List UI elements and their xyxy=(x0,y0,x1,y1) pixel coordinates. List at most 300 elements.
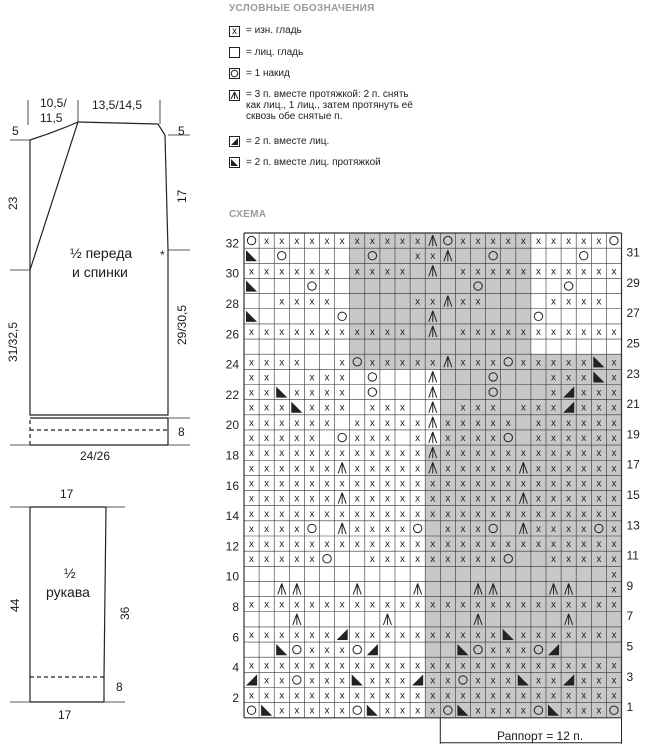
purl-cell: x xyxy=(279,266,285,278)
purl-cell: x xyxy=(369,236,375,248)
purl-cell: x xyxy=(490,705,496,717)
purl-cell: x xyxy=(460,266,466,278)
purl-cell: x xyxy=(324,296,330,308)
purl-cell: x xyxy=(384,705,390,717)
purl-cell: x xyxy=(460,326,466,338)
purl-cell: x xyxy=(249,508,255,520)
purl-cell: x xyxy=(294,705,300,717)
purl-cell: x xyxy=(490,402,496,414)
purl-cell: x xyxy=(400,690,406,702)
purl-cell: x xyxy=(415,629,421,641)
purl-cell: x xyxy=(490,266,496,278)
left-shoulder-height: 5 xyxy=(12,124,19,138)
left-armhole-height: 23 xyxy=(6,196,20,210)
purl-cell: x xyxy=(460,433,466,445)
legend-item-knit: = лиц. гладь xyxy=(246,47,304,58)
purl-cell: x xyxy=(354,266,360,278)
purl-cell: x xyxy=(339,599,345,611)
purl-cell: x xyxy=(566,478,572,490)
purl-cell: x xyxy=(324,539,330,551)
purl-cell: x xyxy=(581,387,587,399)
purl-cell: x xyxy=(535,523,541,535)
legend-title: УСЛОВНЫЕ ОБОЗНАЧЕНИЯ xyxy=(229,3,375,14)
right-side-height: 29/30,5 xyxy=(175,304,189,345)
purl-cell: x xyxy=(581,402,587,414)
purl-cell: x xyxy=(430,629,436,641)
yarn-over-cell xyxy=(247,236,255,244)
row-label-right: 17 xyxy=(626,457,640,472)
purl-cell: x xyxy=(505,508,511,520)
purl-cell: x xyxy=(505,326,511,338)
purl-cell: x xyxy=(369,402,375,414)
purl-cell: x xyxy=(309,266,315,278)
row-label-left: 10 xyxy=(225,569,239,584)
yarn-over-cell xyxy=(368,373,376,381)
purl-cell: x xyxy=(551,660,557,672)
purl-cell: x xyxy=(309,478,315,490)
purl-cell: x xyxy=(581,296,587,308)
purl-cell: x xyxy=(384,463,390,475)
purl-cell: x xyxy=(535,539,541,551)
purl-cell: x xyxy=(279,357,285,369)
sleeve-top-width: 17 xyxy=(60,487,74,501)
row-label-right: 21 xyxy=(626,397,640,412)
purl-cell: x xyxy=(384,402,390,414)
purl-cell: x xyxy=(324,629,330,641)
purl-cell: x xyxy=(520,645,526,657)
purl-cell: x xyxy=(445,417,451,429)
bottom-width: 24/26 xyxy=(80,449,111,463)
purl-cell: x xyxy=(400,675,406,687)
purl-cell: x xyxy=(566,296,572,308)
purl-cell: x xyxy=(264,463,270,475)
purl-cell: x xyxy=(384,236,390,248)
purl-cell: x xyxy=(369,493,375,505)
yarn-over-cell xyxy=(247,706,255,714)
purl-cell: x xyxy=(309,417,315,429)
purl-cell: x xyxy=(264,448,270,460)
purl-cell: x xyxy=(566,554,572,566)
purl-cell: x xyxy=(249,660,255,672)
purl-cell: x xyxy=(611,690,617,702)
purl-cell: x xyxy=(354,326,360,338)
body-title-line1: ½ переда xyxy=(70,245,133,261)
purl-cell: x xyxy=(415,705,421,717)
purl-cell: x xyxy=(475,448,481,460)
yarn-over-cell xyxy=(338,433,346,441)
purl-cell: x xyxy=(566,448,572,460)
purl-cell: x xyxy=(581,508,587,520)
purl-cell: x xyxy=(430,690,436,702)
top-right-width: 13,5/14,5 xyxy=(92,98,143,112)
k2tog-cell xyxy=(367,644,378,655)
yarn-over-cell xyxy=(323,555,331,563)
yarn-over-cell xyxy=(338,312,346,320)
marker-star: * xyxy=(160,248,165,262)
purl-cell: x xyxy=(475,690,481,702)
purl-cell: x xyxy=(400,660,406,672)
purl-cell: x xyxy=(279,493,285,505)
triple-decrease-cell xyxy=(429,387,437,398)
purl-cell: x xyxy=(566,357,572,369)
purl-cell: x xyxy=(294,433,300,445)
row-label-left: 20 xyxy=(225,418,239,433)
purl-cell: x xyxy=(294,236,300,248)
purl-cell: x xyxy=(490,690,496,702)
row-label-left: 2 xyxy=(232,690,239,705)
purl-cell: x xyxy=(445,675,451,687)
purl-cell: x xyxy=(520,357,526,369)
purl-cell: x xyxy=(430,478,436,490)
purl-cell: x xyxy=(611,508,617,520)
row-label-left: 16 xyxy=(225,478,239,493)
purl-cell: x xyxy=(249,326,255,338)
purl-cell: x xyxy=(490,357,496,369)
purl-cell: x xyxy=(505,417,511,429)
purl-cell: x xyxy=(581,690,587,702)
purl-cell: x xyxy=(369,599,375,611)
purl-cell: x xyxy=(460,296,466,308)
purl-cell: x xyxy=(279,660,285,672)
purl-cell: x xyxy=(520,236,526,248)
purl-cell: x xyxy=(475,417,481,429)
purl-cell: x xyxy=(505,675,511,687)
purl-cell: x xyxy=(264,402,270,414)
ssk-cell xyxy=(276,387,287,398)
purl-cell: x xyxy=(460,690,466,702)
purl-cell: x xyxy=(384,660,390,672)
purl-cell: x xyxy=(551,629,557,641)
purl-cell: x xyxy=(566,493,572,505)
purl-cell: x xyxy=(415,236,421,248)
purl-cell: x xyxy=(430,675,436,687)
purl-cell: x xyxy=(430,251,436,263)
purl-cell: x xyxy=(324,675,330,687)
purl-cell: x xyxy=(264,493,270,505)
purl-cell: x xyxy=(551,433,557,445)
row-label-right: 11 xyxy=(626,548,639,563)
purl-cell: x xyxy=(490,675,496,687)
purl-cell: x xyxy=(400,236,406,248)
purl-cell: x xyxy=(309,326,315,338)
purl-cell: x xyxy=(430,508,436,520)
purl-cell: x xyxy=(581,554,587,566)
purl-cell: x xyxy=(551,675,557,687)
purl-cell: x xyxy=(581,599,587,611)
purl-cell: x xyxy=(339,372,345,384)
purl-cell: x xyxy=(596,433,602,445)
purl-cell: x xyxy=(520,266,526,278)
purl-cell: x xyxy=(596,326,602,338)
purl-cell: x xyxy=(430,357,436,369)
purl-cell: x xyxy=(611,417,617,429)
purl-cell: x xyxy=(535,690,541,702)
purl-cell: x xyxy=(596,599,602,611)
purl-cell: x xyxy=(324,326,330,338)
purl-cell: x xyxy=(279,599,285,611)
purl-cell: x xyxy=(611,523,617,535)
purl-cell: x xyxy=(249,433,255,445)
purl-cell: x xyxy=(400,554,406,566)
purl-cell: x xyxy=(400,463,406,475)
purl-cell: x xyxy=(400,705,406,717)
purl-cell: x xyxy=(369,539,375,551)
purl-cell: x xyxy=(369,357,375,369)
purl-cell: x xyxy=(460,660,466,672)
purl-cell: x xyxy=(490,478,496,490)
left-side-height: 31/32,5 xyxy=(6,321,20,362)
purl-cell: x xyxy=(581,417,587,429)
purl-cell: x xyxy=(611,463,617,475)
purl-cell: x xyxy=(445,448,451,460)
purl-cell: x xyxy=(505,645,511,657)
legend-item-triple-decrease: = 3 п. вместе протяжкой: 2 п. снять как лиц., 1 лиц., затем протянуть её сквозь обе снятые п. xyxy=(246,89,413,122)
purl-cell: x xyxy=(309,705,315,717)
purl-cell: x xyxy=(339,387,345,399)
purl-cell: x xyxy=(475,326,481,338)
purl-cell: x xyxy=(279,417,285,429)
purl-cell: x xyxy=(264,357,270,369)
purl-cell: x xyxy=(535,236,541,248)
purl-cell: x xyxy=(415,690,421,702)
row-label-left: 4 xyxy=(232,660,239,675)
purl-cell: x xyxy=(445,599,451,611)
purl-cell: x xyxy=(384,539,390,551)
row-label-left: 12 xyxy=(225,539,239,554)
legend-item-yarn-over: = 1 накид xyxy=(246,68,290,79)
purl-cell: x xyxy=(324,463,330,475)
purl-cell: x xyxy=(475,539,481,551)
purl-cell: x xyxy=(400,629,406,641)
yarn-over-cell xyxy=(353,645,361,653)
purl-cell: x xyxy=(611,584,617,596)
purl-cell: x xyxy=(339,690,345,702)
purl-cell: x xyxy=(611,478,617,490)
purl-cell: x xyxy=(445,690,451,702)
purl-cell: x xyxy=(279,478,285,490)
purl-cell: x xyxy=(384,448,390,460)
purl-cell: x xyxy=(490,463,496,475)
purl-cell: x xyxy=(611,539,617,551)
purl-cell: x xyxy=(566,599,572,611)
sleeve-right-height: 36 xyxy=(118,606,132,620)
purl-cell: x xyxy=(611,266,617,278)
ssk-cell xyxy=(246,280,257,291)
purl-cell: x xyxy=(535,660,541,672)
purl-cell: x xyxy=(611,372,617,384)
yarn-over-cell xyxy=(580,252,588,260)
row-label-left: 22 xyxy=(225,387,239,402)
purl-cell: x xyxy=(475,705,481,717)
yarn-over-cell xyxy=(278,252,286,260)
row-label-right: 5 xyxy=(626,639,634,654)
purl-cell: x xyxy=(339,645,345,657)
purl-cell: x xyxy=(339,236,345,248)
purl-cell: x xyxy=(309,493,315,505)
purl-cell: x xyxy=(551,402,557,414)
triple-decrease-cell xyxy=(429,432,437,443)
purl-cell: x xyxy=(294,690,300,702)
purl-cell: x xyxy=(551,478,557,490)
purl-cell: x xyxy=(369,554,375,566)
purl-cell: x xyxy=(264,660,270,672)
purl-cell: x xyxy=(611,433,617,445)
purl-cell: x xyxy=(520,402,526,414)
purl-cell: x xyxy=(400,599,406,611)
purl-cell: x xyxy=(596,660,602,672)
purl-cell: x xyxy=(339,705,345,717)
purl-cell: x xyxy=(581,372,587,384)
purl-cell: x xyxy=(596,629,602,641)
purl-cell: x xyxy=(520,629,526,641)
triple-decrease-cell xyxy=(429,417,437,428)
purl-cell: x xyxy=(460,236,466,248)
purl-cell: x xyxy=(415,448,421,460)
purl-cell: x xyxy=(294,660,300,672)
purl-cell: x xyxy=(460,539,466,551)
purl-cell: x xyxy=(384,599,390,611)
purl-cell: x xyxy=(490,599,496,611)
purl-cell: x xyxy=(535,629,541,641)
ssk-cell xyxy=(276,644,287,655)
purl-cell: x xyxy=(520,539,526,551)
row-label-right: 27 xyxy=(626,306,640,321)
purl-cell: x xyxy=(369,629,375,641)
triple-decrease-cell xyxy=(429,402,437,413)
purl-cell: x xyxy=(460,599,466,611)
purl-cell: x xyxy=(324,417,330,429)
purl-cell: x xyxy=(596,478,602,490)
sleeve-cuff-height: 8 xyxy=(116,680,123,694)
purl-cell: x xyxy=(460,554,466,566)
purl-cell: x xyxy=(354,448,360,460)
purl-cell: x xyxy=(566,417,572,429)
purl-cell: x xyxy=(309,690,315,702)
row-label-left: 30 xyxy=(225,266,239,281)
purl-cell: x xyxy=(369,508,375,520)
purl-cell: x xyxy=(354,433,360,445)
row-label-left: 6 xyxy=(232,630,239,645)
row-label-left: 24 xyxy=(225,357,239,372)
purl-cell: x xyxy=(309,463,315,475)
purl-cell: x xyxy=(415,478,421,490)
purl-cell: x xyxy=(551,463,557,475)
purl-cell: x xyxy=(475,493,481,505)
purl-cell: x xyxy=(596,417,602,429)
purl-cell: x xyxy=(581,266,587,278)
purl-cell: x xyxy=(505,463,511,475)
purl-cell: x xyxy=(249,629,255,641)
purl-cell: x xyxy=(264,523,270,535)
row-label-left: 28 xyxy=(225,296,239,311)
purl-cell: x xyxy=(249,448,255,460)
purl-cell: x xyxy=(415,433,421,445)
purl-cell: x xyxy=(551,599,557,611)
purl-cell: x xyxy=(566,660,572,672)
purl-cell: x xyxy=(339,478,345,490)
purl-cell: x xyxy=(596,266,602,278)
purl-cell: x xyxy=(324,372,330,384)
purl-cell: x xyxy=(581,493,587,505)
yarn-over-cell xyxy=(610,236,618,244)
purl-cell: x xyxy=(475,554,481,566)
purl-cell: x xyxy=(324,478,330,490)
purl-cell: x xyxy=(445,660,451,672)
legend-item-ssk: = 2 п. вместе лиц. протяжкой xyxy=(246,157,381,168)
purl-cell: x xyxy=(354,478,360,490)
purl-cell: x xyxy=(384,326,390,338)
purl-cell: x xyxy=(354,236,360,248)
purl-cell: x xyxy=(415,660,421,672)
purl-cell: x xyxy=(490,508,496,520)
purl-cell: x xyxy=(309,645,315,657)
purl-cell: x xyxy=(611,599,617,611)
yarn-over-cell xyxy=(368,388,376,396)
purl-cell: x xyxy=(535,463,541,475)
purl-cell: x xyxy=(551,690,557,702)
purl-cell: x xyxy=(279,554,285,566)
legend-item-k2tog: = 2 п. вместе лиц. xyxy=(246,136,330,147)
purl-cell: x xyxy=(430,554,436,566)
hem-height: 8 xyxy=(178,425,185,439)
purl-cell: x xyxy=(551,417,557,429)
purl-cell: x xyxy=(249,463,255,475)
purl-cell: x xyxy=(551,296,557,308)
purl-cell: x xyxy=(445,508,451,520)
purl-cell: x xyxy=(535,266,541,278)
purl-cell: x xyxy=(369,266,375,278)
purl-cell: x xyxy=(264,417,270,429)
purl-cell: x xyxy=(369,478,375,490)
purl-cell: x xyxy=(294,523,300,535)
purl-cell: x xyxy=(384,493,390,505)
purl-cell: x xyxy=(400,478,406,490)
purl-cell: x xyxy=(249,478,255,490)
purl-cell: x xyxy=(415,251,421,263)
purl-cell: x xyxy=(384,675,390,687)
purl-cell: x xyxy=(294,629,300,641)
row-label-left: 8 xyxy=(232,599,239,614)
purl-cell: x xyxy=(369,675,375,687)
purl-cell: x xyxy=(535,599,541,611)
purl-cell: x xyxy=(445,539,451,551)
purl-cell: x xyxy=(566,236,572,248)
purl-cell: x xyxy=(400,417,406,429)
purl-cell: x xyxy=(384,523,390,535)
purl-cell: x xyxy=(324,493,330,505)
purl-cell: x xyxy=(535,417,541,429)
purl-cell: x xyxy=(369,417,375,429)
sleeve-title-line1: ½ xyxy=(64,565,76,581)
purl-cell: x xyxy=(324,645,330,657)
purl-cell: x xyxy=(566,326,572,338)
purl-cell: x xyxy=(279,629,285,641)
purl-cell: x xyxy=(520,508,526,520)
top-left-width: 10,5/ 11,5 xyxy=(40,96,67,125)
purl-cell: x xyxy=(596,539,602,551)
purl-cell: x xyxy=(354,660,360,672)
purl-cell: x xyxy=(445,463,451,475)
purl-cell: x xyxy=(279,296,285,308)
purl-cell: x xyxy=(339,402,345,414)
purl-cell: x xyxy=(309,660,315,672)
row-label-right: 29 xyxy=(626,275,640,290)
purl-cell: x xyxy=(551,493,557,505)
purl-cell: x xyxy=(264,508,270,520)
purl-cell: x xyxy=(354,599,360,611)
row-label-right: 13 xyxy=(626,518,640,533)
purl-cell: x xyxy=(475,463,481,475)
